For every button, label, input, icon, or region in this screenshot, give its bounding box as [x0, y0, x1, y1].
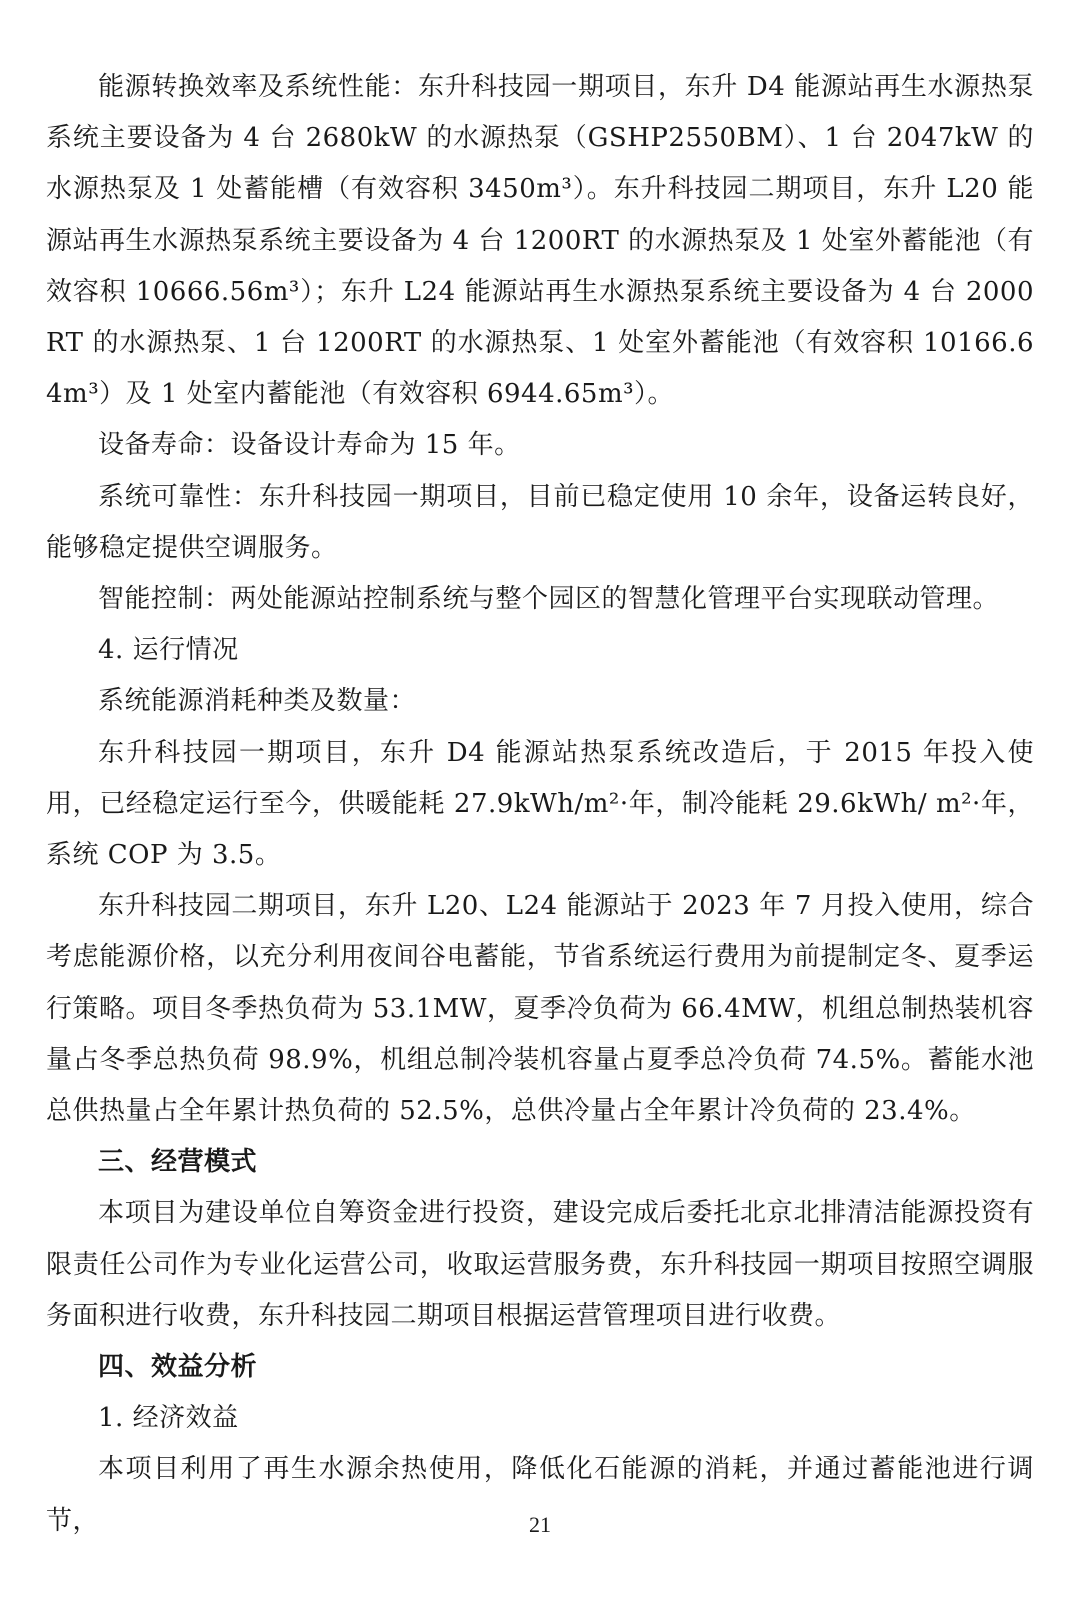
paragraph-smart-control: 智能控制：两处能源站控制系统与整个园区的智慧化管理平台实现联动管理。 — [98, 584, 1000, 615]
paragraph-phase-two-operation: 东升科技园二期项目，东升 L20、L24 能源站于 2023 年 7 月投入使用，综合考虑能源价格，以充分利用夜间谷电蓄能，节省系统运行费用为前提制定冬、夏季运行策略。项目冬季热负荷为 53.1MW，夏季冷负荷为 66.4MW，机组总制热装机容量占冬季总热负荷 98.9%，机组总制冷装机容量占夏季总冷负荷 74.5%。蓄能水池总供热量占全年累计热负荷的 52.5%，总供冷量占全年累计冷负荷的 23.4%。 — [46, 891, 1035, 1127]
paragraph-equipment-life: 设备寿命：设备设计寿命为 15 年。 — [98, 430, 521, 461]
subheading-economic-benefit: 1. 经济效益 — [98, 1403, 239, 1434]
paragraph-business-model: 本项目为建设单位自筹资金进行投资，建设完成后委托北京北排清洁能源投资有限责任公司作为专业化运营公司，收取运营服务费，东升科技园一期项目按照空调服务面积进行收费，东升科技园二期项目根据运营管理项目进行收费。 — [46, 1198, 1034, 1331]
paragraph-energy-consumption-label: 系统能源消耗种类及数量： — [98, 686, 417, 717]
paragraph-phase-one-operation: 东升科技园一期项目，东升 D4 能源站热泵系统改造后，于 2015 年投入使用，已经稳定运行至今，供暖能耗 27.9kWh/m²·年，制冷能耗 29.6kWh/ m²·年，系统 COP 为 3.5。 — [46, 737, 1034, 871]
section-heading-operation: 4. 运行情况 — [98, 635, 239, 666]
section-heading-benefit-analysis: 四、效益分析 — [98, 1352, 258, 1383]
page-number: 21 — [529, 1512, 551, 1537]
paragraph-economic-benefit: 本项目利用了再生水源余热使用，降低化石能源的消耗，并通过蓄能池进行调节， — [46, 1454, 1034, 1536]
document-page — [46, 62, 1034, 1547]
paragraph-reliability: 系统可靠性：东升科技园一期项目，目前已稳定使用 10 余年，设备运转良好，能够稳定提供空调服务。 — [46, 481, 1034, 563]
paragraph-energy-efficiency: 能源转换效率及系统性能：东升科技园一期项目，东升 D4 能源站再生水源热泵系统主要设备为 4 台 2680kW 的水源热泵（GSHP2550BM）、1 台 2047kW 的水源热泵及 1 处蓄能槽（有效容积 3450m³）。东升科技园二期项目，东升 L20 能源站再生水源热泵系统主要设备为 4 台 1200RT 的水源热泵及 1 处室外蓄能池（有效容积 10666.56m³）；东升 L24 能源站再生水源热泵系统主要设备为 4 台 2000RT 的水源热泵、1 台 1200RT 的水源热泵、1 处室外蓄能池（有效容积 10166.64m³）及 1 处室内蓄能池（有效容积 6944.65m³）。 — [46, 72, 1034, 410]
section-heading-business-model: 三、经营模式 — [98, 1147, 258, 1178]
